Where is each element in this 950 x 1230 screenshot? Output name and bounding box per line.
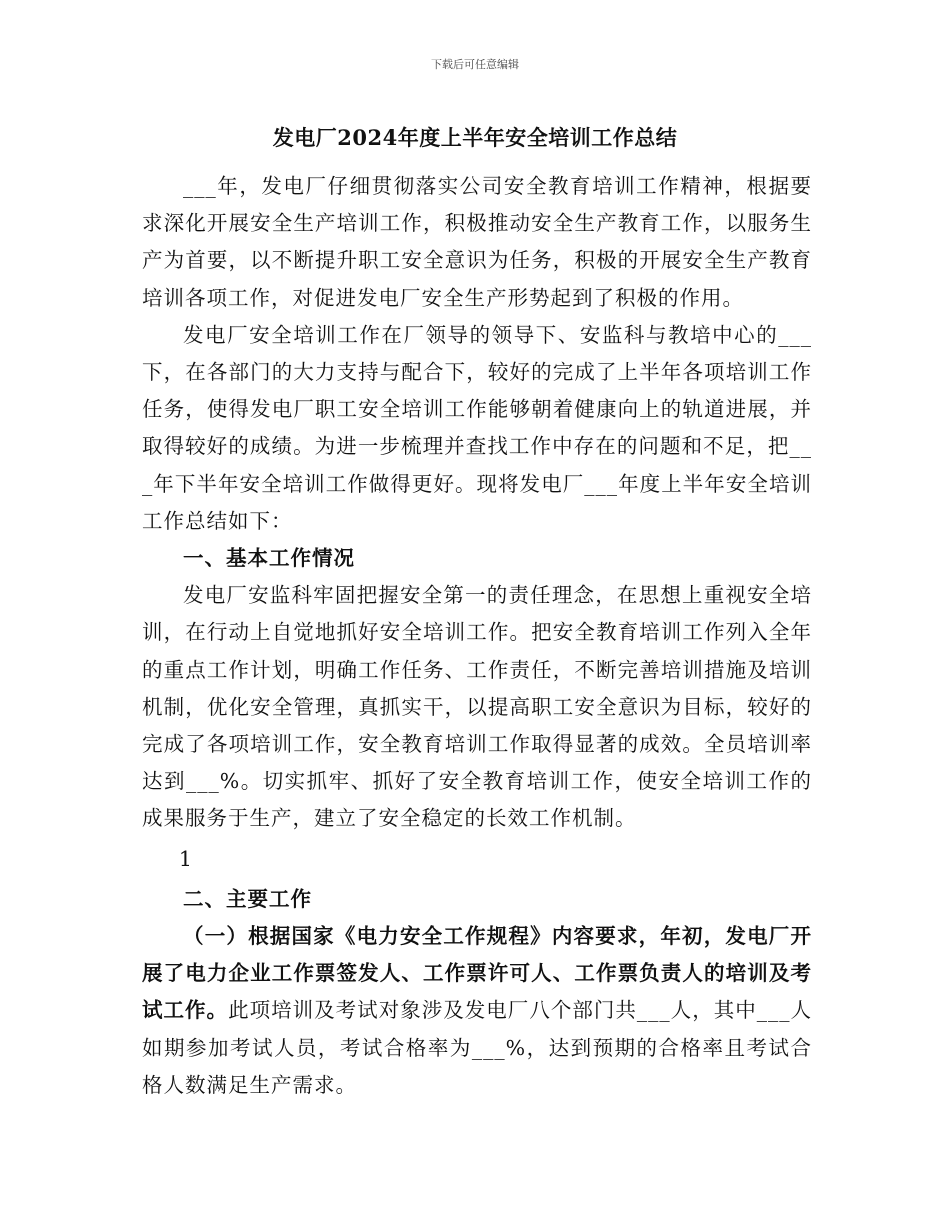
paragraph-overview: 发电厂安全培训工作在厂领导的领导下、安监科与教培中心的___下，在各部门的大力支持与配合下，较好的完成了上半年各项培训工作任务，使得发电厂职工安全培训工作能够朝着健康向上的轨道进展，并取得较好的成绩。为进一步梳理并查找工作中存在的问题和不足，把___年下半年安全培训工作做得更好。现将发电厂___年度上半年安全培训工作总结如下： — [142, 322, 812, 533]
paragraph-main-work-1 — [142, 918, 812, 1104]
section-heading-main: 二、主要工作 — [183, 886, 312, 911]
paragraph-intro: ___年，发电厂仔细贯彻落实公司安全教育培训工作精神，根据要求深化开展安全生产培训工作，积极推动安全生产教育工作，以服务生产为首要，以不断提升职工安全意识为任务，积极的开展安全生产教育培训各项工作，对促进发电厂安全生产形势起到了积极的作用。 — [142, 174, 812, 310]
page-header: 下载后可任意编辑 — [431, 58, 519, 71]
paragraph-main-work-1-lead: （一）根据国家《电力安全工作规程》内容要求，年初，发电厂开展了电力企业工作票签发人、工作票许可人、工作票负责人的培训及考试工作。 — [142, 924, 812, 1023]
document-body — [142, 168, 812, 1104]
paragraph-basic-work: 发电厂安监科牢固把握安全第一的责任理念，在思想上重视安全培训，在行动上自觉地抓好安全培训工作。把安全教育培训工作列入全年的重点工作计划，明确工作任务、工作责任，不断完善培训措施及培训机制，优化安全管理，真抓实干，以提高职工安全意识为目标，较好的完成了各项培训工作，安全教育培训工作取得显著的成效。全员培训率达到___%。切实抓牢、抓好了安全教育培训工作，使安全培训工作的成果服务于生产，建立了安全稳定的长效工作机制。 — [142, 583, 812, 831]
document-title: 发电厂2024年度上半年安全培训工作总结 — [272, 125, 678, 150]
page-number: 1 — [178, 846, 193, 871]
paragraph-main-work-1-body: 此项培训及考试对象涉及发电厂八个部门共___人，其中___人如期参加考试人员，考试合格率为___%，达到预期的合格率且考试合格人数满足生产需求。 — [142, 998, 813, 1097]
section-heading-basic: 一、基本工作情况 — [183, 546, 355, 571]
